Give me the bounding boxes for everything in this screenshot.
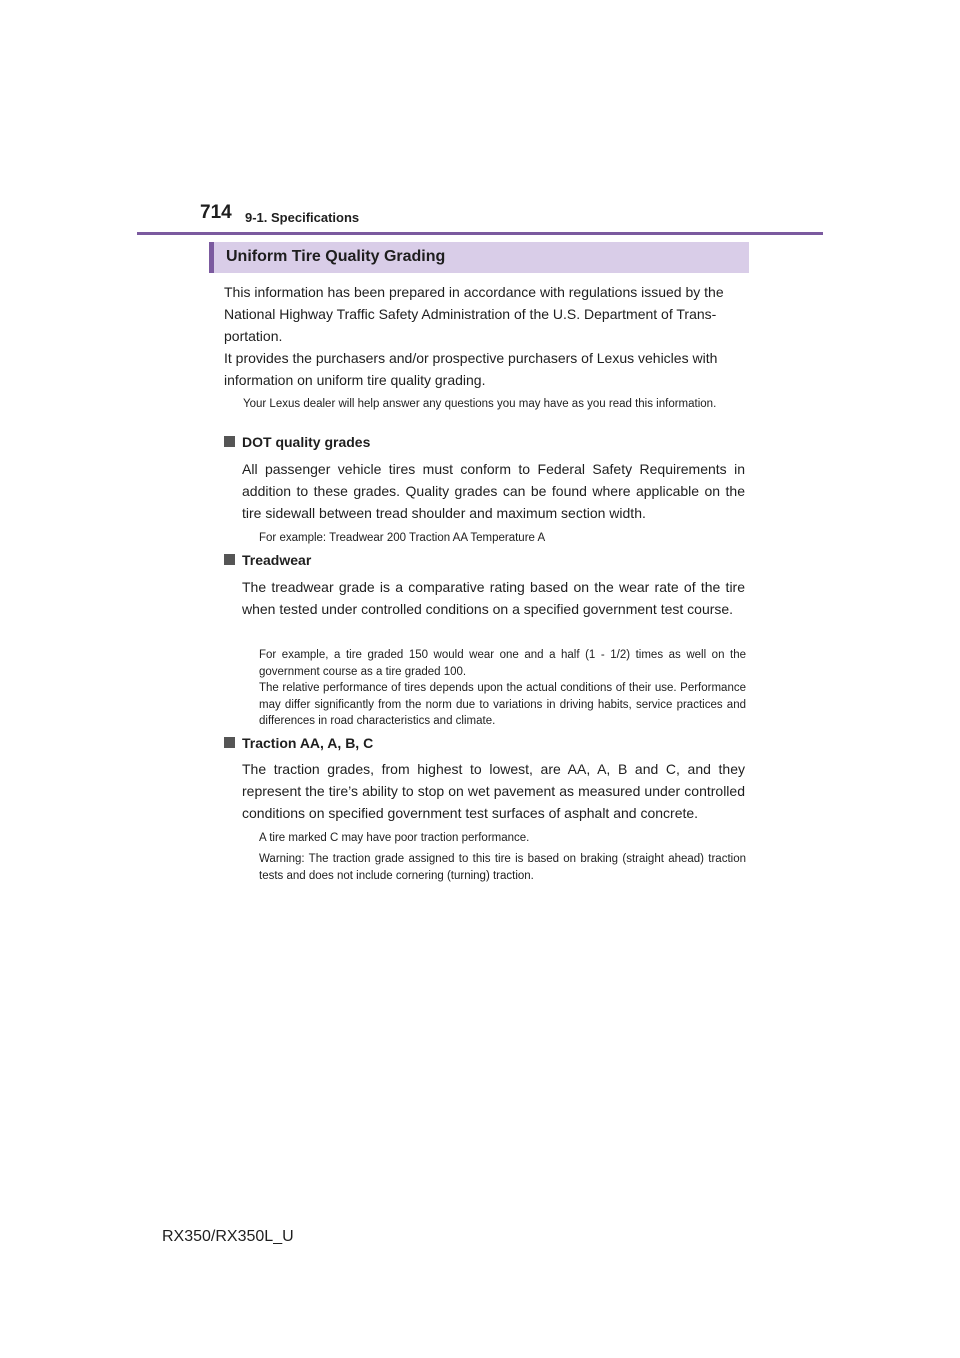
traction-note-2: Warning: The traction grade assigned to this tire is based on braking (straight ahead) traction tests and does not include cornering (turning) traction. xyxy=(259,853,746,882)
treadwear-heading-text: Treadwear xyxy=(242,552,312,568)
intro-line: portation. xyxy=(224,328,283,344)
intro-line: This information has been prepared in accordance with regulations issued by the xyxy=(224,284,724,300)
section-title: Uniform Tire Quality Grading xyxy=(226,248,446,265)
section-title-bar xyxy=(209,242,749,273)
intro-line: It provides the purchasers and/or prospective purchasers of Lexus vehicles with xyxy=(224,350,718,366)
square-bullet-icon xyxy=(224,436,235,447)
traction-note-1: A tire marked C may have poor traction performance. xyxy=(259,832,530,844)
dealer-note: Your Lexus dealer will help answer any questions you may have as you read this information. xyxy=(243,398,717,410)
section-breadcrumb: 9-1. Specifications xyxy=(245,210,360,225)
traction-heading-text: Traction AA, A, B, C xyxy=(242,735,374,751)
dot-heading-text: DOT quality grades xyxy=(242,434,371,450)
treadwear-body: The treadwear grade is a comparative rating based on the wear rate of the tire when tested under controlled conditions on a specified government test course. xyxy=(242,579,745,617)
intro-line: National Highway Traffic Safety Administration of the U.S. Department of Trans- xyxy=(224,306,717,322)
square-bullet-icon xyxy=(224,554,235,565)
dot-heading xyxy=(224,431,370,453)
dot-body: All passenger vehicle tires must conform to Federal Safety Requirements in addition to these grades. Quality grades can be found where applicable on the tire sidewall between tread shoulder and maximum section width. xyxy=(242,461,745,521)
intro-line: information on uniform tire quality grading. xyxy=(224,372,486,388)
traction-heading xyxy=(224,732,373,754)
intro-paragraph xyxy=(224,281,746,391)
model-footer: RX350/RX350L_U xyxy=(162,1228,294,1245)
square-bullet-icon xyxy=(224,737,235,748)
treadwear-note-2: The relative performance of tires depends upon the actual conditions of their use. Performance may differ significantly from the norm due to variations in driving habits, service practices and differences in road characteristics and climate. xyxy=(259,682,746,727)
header-divider xyxy=(137,232,823,235)
page-number: 714 xyxy=(200,202,232,223)
dot-example: For example: Treadwear 200 Traction AA Temperature A xyxy=(259,532,546,544)
traction-body: The traction grades, from highest to lowest, are AA, A, B and C, and they represent the tire’s ability to stop on wet pavement as measured under controlled conditions on specified government test surfaces of asphalt and concrete. xyxy=(242,761,745,821)
treadwear-heading xyxy=(224,549,311,571)
treadwear-note-1: For example, a tire graded 150 would wear one and a half (1 - 1/2) times as well on the government course as a tire graded 100. xyxy=(259,649,746,678)
